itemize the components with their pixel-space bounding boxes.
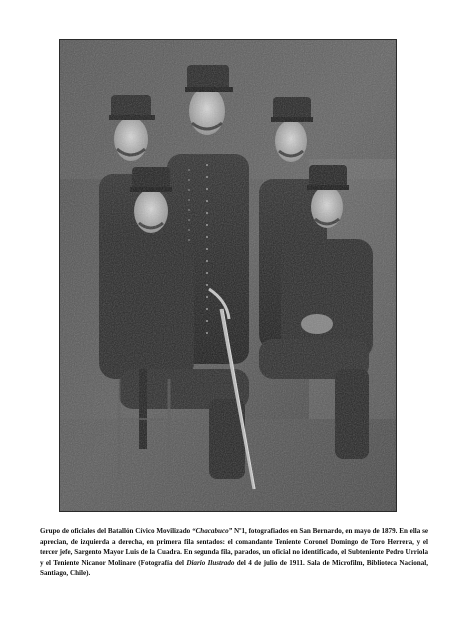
photograph-illustration bbox=[59, 39, 397, 512]
caption-text-1: Grupo de oficiales del Batallón Cívico Movilizado bbox=[40, 527, 193, 536]
caption-unit-name: “Chacabuco” bbox=[192, 527, 233, 536]
photo-caption bbox=[40, 526, 428, 579]
caption-newspaper-name: Diario Ilustrado bbox=[186, 558, 235, 567]
caption-text-3: del 4 de julio de 1911. Sala de Microfilm, Biblioteca Nacional, Santiago, Chile). bbox=[40, 558, 428, 578]
caption-text-2: Nº1, fotografiados en San Bernardo, en mayo de 1879. En ella se aprecian, de izquierda a derecha, en primera fila sentados: el comandante Teniente Coronel Domingo de Toro Herrera, y el tercer jefe, Sargento Mayor Luis de la Cuadra. En segunda fila, parados, un oficial no identificado, el Subteniente Pedro Urriola y el Teniente Nicanor Molinare (Fotografía del bbox=[40, 527, 429, 567]
historical-photograph bbox=[59, 39, 397, 512]
